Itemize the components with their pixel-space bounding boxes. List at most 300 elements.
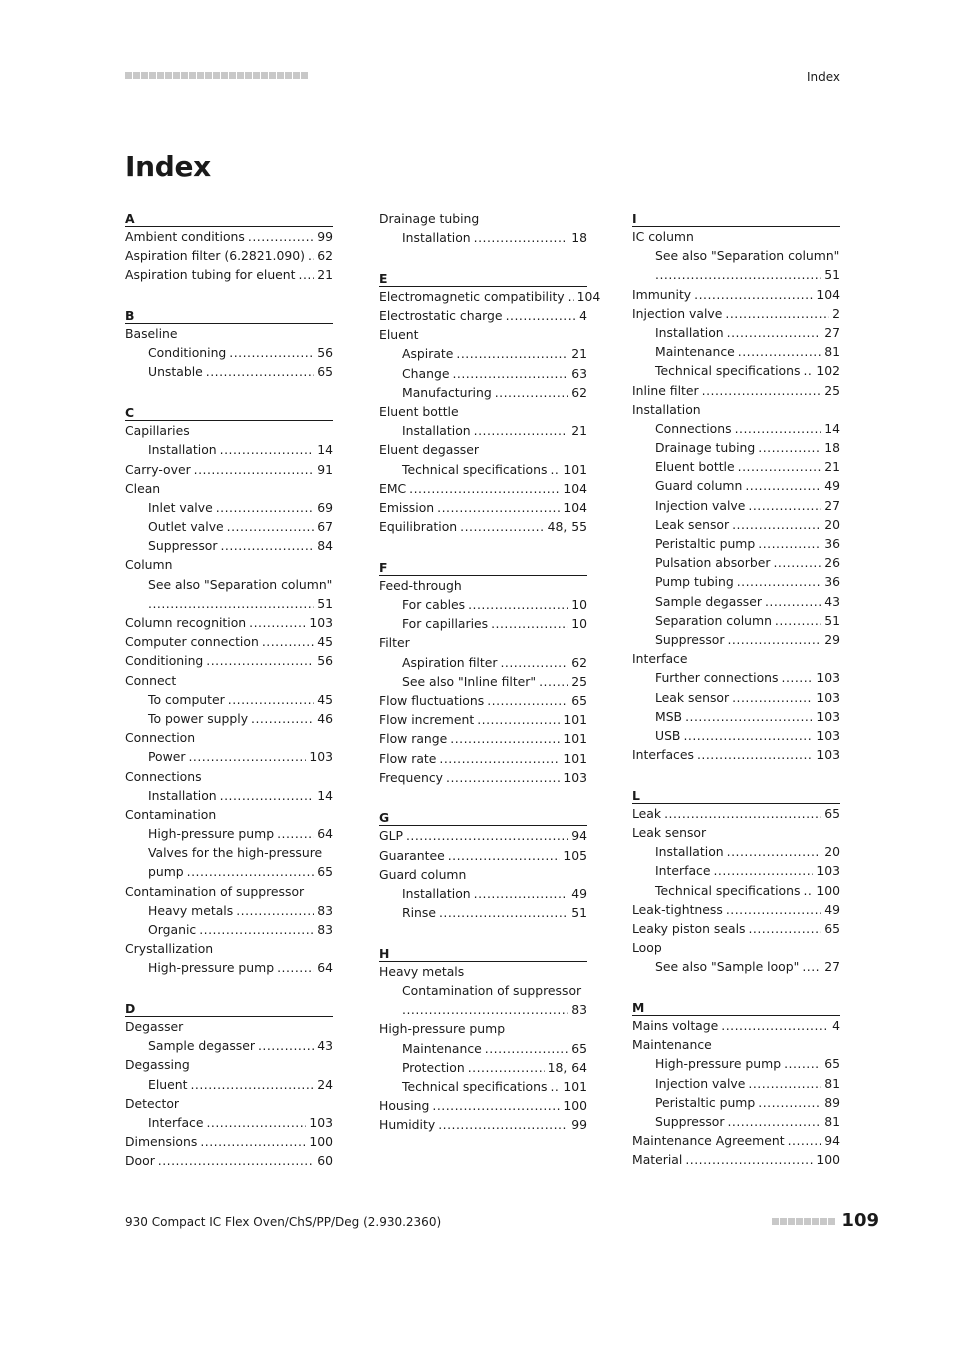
leader-dots — [216, 498, 315, 517]
entry-term: Installation — [148, 442, 217, 458]
leader-dots — [732, 688, 813, 707]
leader-dots — [539, 672, 568, 691]
entry-term: Leak-tightness — [632, 901, 723, 917]
index-section — [379, 209, 587, 247]
leader-dots — [788, 1131, 822, 1150]
entry-term: Heavy metals — [148, 902, 234, 918]
leader-dots — [158, 1151, 314, 1170]
entry-term: Connections — [655, 420, 732, 436]
leader-dots — [249, 613, 306, 632]
header-decoration — [125, 72, 308, 80]
entry-term: Connect — [125, 672, 177, 688]
entry-term: Leak — [632, 805, 662, 821]
entry-page: 105 — [563, 847, 587, 863]
index-entry — [379, 846, 587, 865]
index-entry — [632, 688, 840, 707]
entry-page: 103 — [563, 769, 587, 785]
decor-square — [197, 72, 204, 79]
entry-page: 103 — [816, 863, 840, 879]
entry-page: 49 — [824, 901, 840, 917]
entry-term: Technical specifications — [402, 1078, 548, 1094]
index-entry — [632, 227, 840, 246]
index-entry — [125, 517, 333, 536]
entry-term: Guard column — [655, 478, 743, 494]
leader-dots — [685, 707, 813, 726]
leader-dots — [248, 227, 314, 246]
entry-page: 103 — [309, 1115, 333, 1130]
index-entry — [125, 958, 333, 977]
entry-term: Peristaltic pump — [655, 536, 756, 551]
decor-square — [141, 72, 148, 79]
entry-page: 103 — [816, 727, 840, 743]
entry-term: Contamination of suppressor — [125, 883, 305, 899]
entry-term: Flow rate — [379, 750, 437, 766]
entry-page: 103 — [816, 708, 840, 724]
index-entry — [379, 325, 587, 344]
entry-term: High-pressure pump — [655, 1056, 782, 1072]
entry-term: Suppressor — [655, 631, 725, 647]
leader-dots — [697, 745, 813, 764]
entry-term: Installation — [402, 230, 471, 246]
leader-dots — [236, 901, 314, 920]
index-entry — [632, 323, 840, 342]
leader-dots — [782, 668, 814, 687]
entry-page: 25 — [571, 673, 587, 689]
index-entry — [632, 957, 840, 976]
entry-term: Eluent degasser — [379, 442, 479, 458]
entry-term: Organic — [148, 922, 197, 937]
index-entry — [379, 710, 587, 729]
index-entry — [379, 729, 587, 748]
leader-dots — [485, 1039, 568, 1058]
index-entry — [632, 342, 840, 361]
decor-square — [253, 72, 260, 79]
leader-dots — [190, 1075, 314, 1094]
leader-dots — [550, 460, 560, 479]
entry-term: Technical specifications — [655, 363, 801, 379]
leader-dots — [409, 479, 560, 498]
entry-page: 81 — [824, 1113, 840, 1129]
entry-term: To power supply — [148, 710, 249, 726]
entry-term: Filter — [379, 635, 410, 651]
section-letter: L — [632, 786, 840, 804]
leader-dots — [477, 710, 560, 729]
index-section — [125, 306, 333, 382]
entry-term: USB — [655, 727, 681, 743]
entry-page: 20 — [824, 516, 840, 532]
leader-dots — [487, 691, 568, 710]
leader-dots — [199, 920, 314, 939]
entry-page: 10 — [571, 616, 587, 632]
entry-term: Leak sensor — [632, 824, 707, 840]
leader-dots — [732, 515, 821, 534]
section-letter: I — [632, 209, 840, 227]
index-entry — [632, 285, 840, 304]
index-entry — [379, 287, 601, 306]
index-entry — [125, 1055, 333, 1074]
entry-term: Interfaces — [632, 747, 694, 763]
decor-square — [205, 72, 212, 79]
entry-page: 94 — [571, 828, 587, 844]
entry-term: Installation — [402, 423, 471, 439]
index-entry — [379, 460, 587, 479]
entry-term: Aspiration tubing for eluent — [125, 267, 296, 283]
leader-dots — [432, 1096, 560, 1115]
leader-dots — [727, 1112, 821, 1131]
entry-page: 62 — [317, 248, 333, 264]
index-entry — [379, 884, 587, 903]
index-entry — [125, 343, 333, 362]
entry-term: Guarantee — [379, 847, 445, 863]
entry-term: See also "Sample loop" — [655, 959, 800, 975]
entry-page: 81 — [824, 344, 840, 360]
entry-page: 83 — [571, 1002, 587, 1018]
decor-square — [125, 72, 132, 79]
index-entry — [125, 1113, 333, 1132]
entry-term: See also "Inline filter" — [402, 673, 537, 689]
entry-page: 2 — [832, 305, 840, 321]
entry-page: 18, 64 — [547, 1059, 587, 1075]
entry-page: 101 — [563, 1078, 587, 1094]
entry-term: Capillaries — [125, 423, 190, 439]
leader-dots — [277, 958, 314, 977]
section-letter: G — [379, 808, 587, 826]
entry-page: 83 — [317, 902, 333, 918]
index-entry — [379, 595, 587, 614]
index-entry — [379, 517, 587, 536]
index-section — [379, 558, 587, 787]
index-entry — [125, 460, 333, 479]
entry-page: 14 — [317, 787, 333, 803]
entry-term: Connection — [125, 730, 196, 746]
index-entry — [125, 651, 333, 670]
index-entry — [125, 939, 333, 958]
entry-page: 65 — [571, 1040, 587, 1056]
decor-square — [780, 1218, 787, 1225]
decor-square — [237, 72, 244, 79]
entry-term: Inlet valve — [148, 499, 213, 515]
section-letter: H — [379, 944, 587, 962]
index-entry — [125, 709, 333, 728]
leader-dots — [251, 709, 314, 728]
index-entry — [379, 865, 587, 884]
entry-page: 100 — [563, 1098, 587, 1114]
index-entry — [632, 572, 840, 591]
index-entry — [125, 1075, 333, 1094]
leader-dots — [803, 361, 813, 380]
decor-square — [269, 72, 276, 79]
index-entry — [379, 1077, 587, 1096]
entry-page: 48, 55 — [547, 519, 587, 535]
index-entry — [632, 361, 840, 380]
leader-dots — [784, 1054, 821, 1073]
leader-dots — [737, 572, 822, 591]
entry-term: Suppressor — [655, 1113, 725, 1129]
leader-dots — [491, 614, 568, 633]
index-entry — [125, 786, 333, 805]
entry-page: 21 — [824, 459, 840, 475]
entry-term: For cables — [402, 597, 466, 612]
entry-term: Aspirate — [402, 346, 454, 362]
entry-page: 51 — [571, 905, 587, 921]
entry-page: 101 — [563, 461, 587, 477]
index-entry — [632, 630, 840, 649]
leader-dots — [745, 476, 821, 495]
entry-term: Interface — [655, 863, 711, 879]
index-entry — [379, 421, 587, 440]
entry-term: Installation — [655, 324, 724, 340]
entry-term: Crystallization — [125, 941, 214, 957]
decor-square — [181, 72, 188, 79]
entry-page: 64 — [317, 826, 333, 842]
entry-term: Leak sensor — [655, 689, 730, 705]
entry-term: High-pressure pump — [148, 960, 275, 976]
leader-dots — [450, 729, 560, 748]
entry-term: Feed-through — [379, 577, 462, 593]
index-entry — [125, 632, 333, 651]
index-entry — [125, 690, 333, 709]
index-entry — [125, 767, 333, 786]
entry-page: 100 — [309, 1134, 333, 1150]
leader-dots — [460, 517, 544, 536]
entry-page: 45 — [317, 691, 333, 707]
leader-dots — [735, 419, 822, 438]
leader-dots — [227, 517, 315, 536]
entry-term: Outlet valve — [148, 519, 224, 535]
leader-dots — [277, 824, 314, 843]
index-entry — [379, 306, 587, 325]
entry-term: Further connections — [655, 670, 779, 686]
index-entry — [632, 726, 840, 745]
section-letter: C — [125, 403, 333, 421]
leader-dots — [228, 690, 314, 709]
entry-page: 65 — [824, 805, 840, 821]
entry-term: Baseline — [125, 326, 178, 342]
index-entry — [379, 962, 587, 981]
leader-dots — [748, 1074, 821, 1093]
leader-dots — [748, 496, 821, 515]
index-section — [125, 209, 333, 285]
leader-dots — [683, 726, 813, 745]
entry-page: 83 — [317, 922, 333, 937]
index-entry — [125, 1132, 333, 1151]
index-entry — [379, 479, 587, 498]
index-entry — [632, 304, 840, 323]
entry-page: 81 — [824, 1075, 840, 1091]
leader-dots — [468, 595, 568, 614]
entry-term: Eluent — [148, 1076, 188, 1092]
entry-term: Electrostatic charge — [379, 308, 503, 324]
section-letter: M — [632, 998, 840, 1016]
entry-page: 101 — [563, 731, 587, 747]
leader-dots — [474, 884, 569, 903]
entry-page: 99 — [317, 229, 333, 244]
index-entry — [125, 362, 333, 381]
index-entry — [379, 228, 587, 247]
index-entry — [632, 381, 840, 400]
leader-dots — [664, 804, 821, 823]
entry-term: Connections — [125, 768, 202, 784]
leader-dots — [437, 498, 560, 517]
entry-term: Power — [148, 749, 186, 765]
entry-page: 26 — [824, 555, 840, 571]
entry-page: 91 — [317, 461, 333, 477]
entry-term: Protection — [402, 1059, 465, 1075]
index-entry — [632, 861, 840, 880]
entry-page: 36 — [824, 574, 840, 590]
index-entry — [125, 805, 333, 824]
leader-dots — [685, 1150, 813, 1169]
entry-term: Peristaltic pump — [655, 1094, 756, 1110]
entry-term: Housing — [379, 1098, 430, 1114]
leader-dots — [439, 749, 560, 768]
decor-square — [820, 1218, 827, 1225]
leader-dots — [220, 536, 314, 555]
entry-page: 100 — [816, 1152, 840, 1168]
index-entry — [379, 576, 587, 595]
entry-page: 89 — [824, 1094, 840, 1110]
index-entry — [379, 498, 587, 517]
entry-page: 51 — [317, 595, 333, 611]
decor-square — [301, 72, 308, 79]
entry-term: Sample degasser — [655, 593, 762, 609]
entry-page: 4 — [579, 308, 587, 324]
index-entry — [632, 1112, 840, 1131]
index-entry — [632, 707, 840, 726]
entry-page: 27 — [824, 959, 840, 975]
index-entry — [632, 1035, 840, 1054]
decor-square — [828, 1218, 835, 1225]
entry-page: 60 — [317, 1153, 333, 1169]
entry-term: Pulsation absorber — [655, 555, 771, 571]
entry-term: Degassing — [125, 1057, 190, 1073]
leader-dots — [655, 265, 821, 284]
leader-dots — [299, 265, 315, 284]
index-entry — [379, 209, 587, 228]
index-entry — [125, 421, 333, 440]
leader-dots — [500, 653, 568, 672]
entry-term: Conditioning — [125, 653, 204, 669]
leader-dots — [506, 306, 577, 325]
index-entry — [125, 901, 333, 920]
entry-term: Equilibration — [379, 519, 458, 535]
entry-page: 10 — [571, 597, 587, 612]
entry-page: 27 — [824, 497, 840, 513]
leader-dots — [194, 460, 315, 479]
page-number: 109 — [841, 1210, 879, 1231]
leader-dots — [713, 861, 813, 880]
index-column-1 — [125, 209, 333, 1192]
index-entry — [379, 1019, 587, 1038]
index-entry — [379, 749, 587, 768]
index-entry — [632, 496, 840, 515]
section-letter: E — [379, 269, 587, 287]
entry-term: High-pressure pump — [148, 826, 275, 842]
index-entry — [379, 826, 587, 845]
decor-square — [293, 72, 300, 79]
index-entry — [379, 981, 587, 1000]
index-entry — [125, 862, 333, 881]
entry-page: 27 — [824, 324, 840, 340]
entry-page: 43 — [317, 1038, 333, 1054]
decor-square — [133, 72, 140, 79]
decor-square — [788, 1218, 795, 1225]
index-entry — [632, 400, 840, 419]
entry-term: Contamination — [125, 806, 217, 822]
leader-dots — [758, 1093, 821, 1112]
leader-dots — [220, 440, 315, 459]
entry-term: Unstable — [148, 364, 203, 380]
index-section — [632, 786, 840, 977]
index-entry — [379, 344, 587, 363]
index-entry — [379, 653, 587, 672]
entry-page: 62 — [571, 384, 587, 400]
entry-term: See also "Separation column" — [148, 576, 333, 592]
entry-page: 65 — [824, 1056, 840, 1072]
entry-term: Frequency — [379, 769, 444, 785]
footer-document-title: 930 Compact IC Flex Oven/ChS/PP/Deg (2.930.2360) — [125, 1215, 442, 1229]
entry-page: 64 — [317, 960, 333, 976]
leader-dots — [495, 383, 568, 402]
entry-term: Column — [125, 557, 173, 573]
entry-term: Technical specifications — [402, 461, 548, 477]
index-entry — [125, 555, 333, 574]
entry-term: GLP — [379, 828, 403, 844]
entry-term: Immunity — [632, 286, 692, 302]
entry-term: Maintenance Agreement — [632, 1133, 785, 1149]
index-entry — [125, 440, 333, 459]
entry-page: 63 — [571, 365, 587, 381]
entry-page: 18 — [571, 230, 587, 246]
leader-dots — [308, 246, 314, 265]
index-entry — [125, 265, 333, 284]
decor-square — [149, 72, 156, 79]
entry-term: Electromagnetic compatibility — [379, 288, 565, 304]
entry-page: 65 — [317, 364, 333, 380]
index-entry — [632, 1093, 840, 1112]
index-entry — [125, 575, 333, 594]
index-entry — [632, 804, 840, 823]
index-entry — [379, 633, 587, 652]
entry-page: 36 — [824, 536, 840, 551]
index-entry — [379, 1096, 587, 1115]
leader-dots — [468, 1058, 545, 1077]
index-column-2 — [379, 209, 601, 1156]
entry-term: Aspiration filter — [402, 654, 498, 670]
entry-term: Detector — [125, 1095, 179, 1111]
index-entry — [125, 920, 333, 939]
index-entry — [632, 1131, 840, 1150]
leader-dots — [738, 342, 821, 361]
entry-page: 46 — [317, 710, 333, 726]
leader-dots — [726, 900, 821, 919]
leader-dots — [550, 1077, 560, 1096]
index-entry — [125, 613, 333, 632]
entry-term: Dimensions — [125, 1134, 198, 1150]
leader-dots — [200, 1132, 306, 1151]
entry-page: 94 — [824, 1133, 840, 1149]
index-entry — [632, 668, 840, 687]
entry-term: Suppressor — [148, 538, 218, 554]
entry-page: 65 — [317, 864, 333, 880]
entry-term: IC column — [632, 229, 694, 244]
leader-dots — [148, 594, 314, 613]
entry-page: 65 — [824, 920, 840, 936]
entry-term: Computer connection — [125, 634, 259, 650]
entry-term: MSB — [655, 708, 683, 724]
index-entry — [632, 823, 840, 842]
leader-dots — [446, 768, 560, 787]
